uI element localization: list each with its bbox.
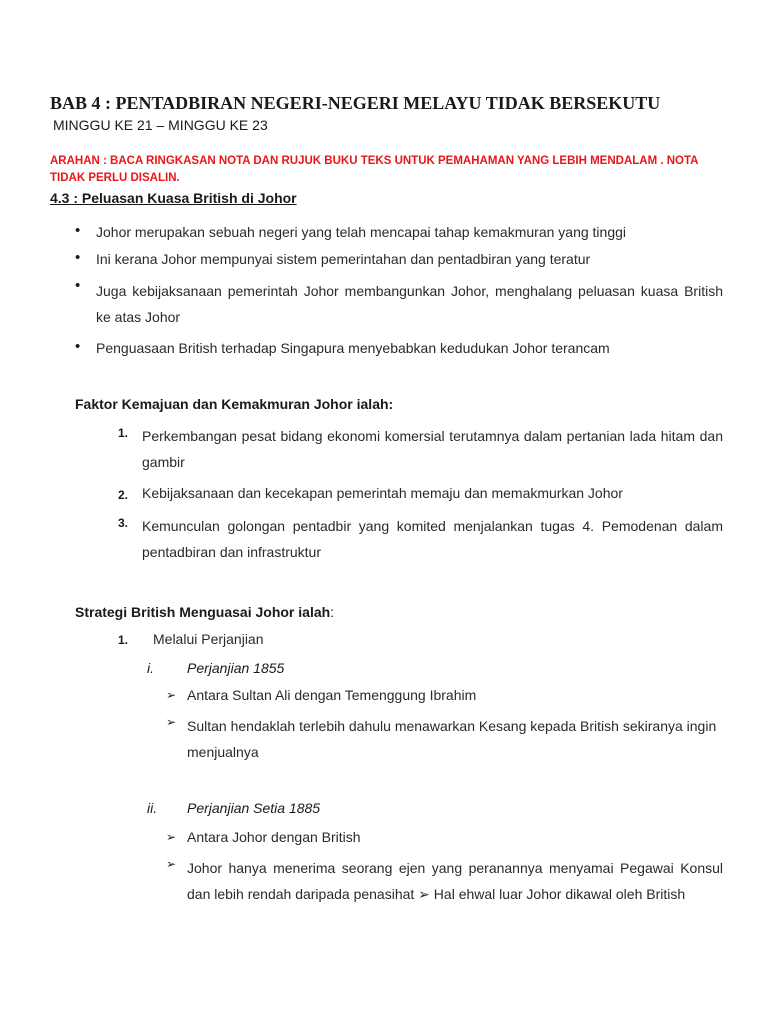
faktor-item: Kemunculan golongan pentadbir yang komited menjalankan tugas 4. Pemodenan dalam pentadbiran dan infrastruktur <box>142 518 723 560</box>
instruction-notice: ARAHAN : BACA RINGKASAN NOTA DAN RUJUK BUKU TEKS UNTUK PEMAHAMAN YANG LEBIH MENDALAM . NOTA TIDAK PERLU DISALIN. <box>50 155 699 184</box>
roman-numeral: ii. <box>147 800 158 816</box>
roman-numeral: i. <box>147 660 154 676</box>
treaty-point: Johor hanya menerima seorang ejen yang peranannya menyamai Pegawai Konsul dan lebih rendah daripada penasihat ➢ Hal ehwal luar Johor dikawal oleh British <box>187 860 723 902</box>
faktor-item: Kebijaksanaan dan kecekapan pemerintah memaju dan memakmurkan Johor <box>142 485 623 501</box>
faktor-heading: Faktor Kemajuan dan Kemakmuran Johor ialah: <box>75 396 394 412</box>
strategi-heading-colon: : <box>330 604 335 620</box>
strategi-item: Melalui Perjanjian <box>153 631 264 647</box>
list-number: 3. <box>118 516 129 530</box>
treaty-title: Perjanjian Setia 1885 <box>187 800 321 816</box>
bullet-item: Juga kebijaksanaan pemerintah Johor membangunkan Johor, menghalang peluasan kuasa British ke atas Johor <box>96 283 723 325</box>
bullet-item: Penguasaan British terhadap Singapura menyebabkan kedudukan Johor terancam <box>96 340 610 356</box>
strategi-heading <box>75 604 334 620</box>
bullet-item: Ini kerana Johor mempunyai sistem pemerintahan dan pentadbiran yang teratur <box>96 251 591 267</box>
treaty-point: Sultan hendaklah terlebih dahulu menawarkan Kesang kepada British sekiranya ingin menjualnya <box>187 718 717 760</box>
bullet-icon: • <box>75 277 81 294</box>
treaty-point: Antara Johor dengan British <box>187 829 361 845</box>
arrow-bullet-icon: ➢ <box>166 830 177 844</box>
treaty-point: Antara Sultan Ali dengan Temenggung Ibrahim <box>187 687 477 703</box>
document-title: BAB 4 : PENTADBIRAN NEGERI-NEGERI MELAYU TIDAK BERSEKUTU <box>50 93 661 113</box>
bullet-icon: • <box>75 338 81 355</box>
week-range: MINGGU KE 21 – MINGGU KE 23 <box>53 117 268 133</box>
arrow-bullet-icon: ➢ <box>166 688 177 702</box>
list-number: 1. <box>118 426 129 440</box>
strategi-heading-text: Strategi British Menguasai Johor ialah <box>75 604 331 620</box>
bullet-icon: • <box>75 222 81 239</box>
arrow-bullet-icon: ➢ <box>166 857 177 871</box>
section-title: 4.3 : Peluasan Kuasa British di Johor <box>50 190 297 206</box>
list-number: 2. <box>118 488 129 502</box>
treaty-title: Perjanjian 1855 <box>187 660 285 676</box>
faktor-item: Perkembangan pesat bidang ekonomi komersial terutamnya dalam pertanian lada hitam dan gambir <box>142 428 723 470</box>
arrow-bullet-icon: ➢ <box>166 715 177 729</box>
bullet-icon: • <box>75 249 81 266</box>
list-number: 1. <box>118 633 129 647</box>
bullet-item: Johor merupakan sebuah negeri yang telah mencapai tahap kemakmuran yang tinggi <box>96 224 627 240</box>
